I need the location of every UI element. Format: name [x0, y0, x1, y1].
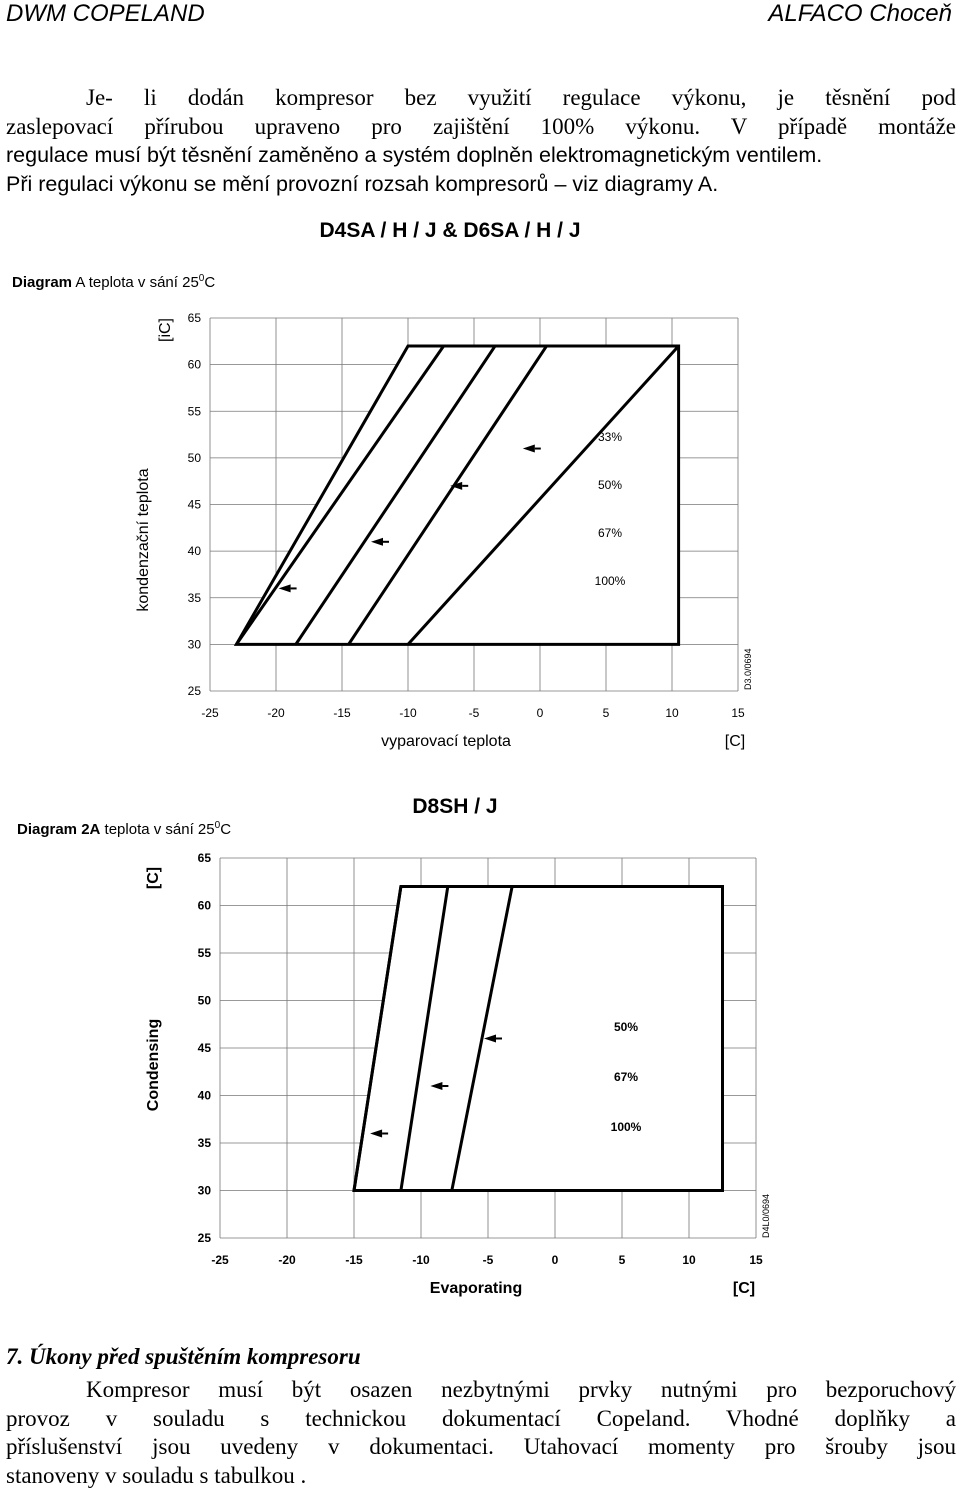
intro-line-1: Je- li dodán kompresor bez využití regulace výkonu, je těsnění pod	[86, 85, 956, 110]
capacity-label: 33%	[597, 430, 623, 444]
y-tick-label: 35	[187, 590, 201, 605]
section-7-line-4: stanoveny v souladu s tabulkou .	[6, 1462, 307, 1488]
x-tick-label: -10	[399, 706, 417, 720]
chart-title: D8SH / J	[412, 795, 498, 818]
intro-line-4: Při regulaci výkonu se mění provozní rozsah kompresorů – viz diagramy A.	[6, 171, 719, 196]
x-tick-label: -10	[412, 1253, 430, 1267]
figure-code: D3.0/0694	[743, 648, 753, 690]
y-tick-label: 60	[187, 357, 201, 372]
x-axis-label: vyparovací teplota	[381, 733, 511, 750]
capacity-label: 100%	[594, 574, 626, 588]
diagram-a-chart	[0, 210, 960, 770]
x-tick-label: 15	[731, 706, 745, 720]
section-7-paragraph	[6, 1376, 956, 1490]
y-tick-label: 50	[197, 993, 211, 1008]
y-tick-label: 65	[187, 311, 201, 325]
x-tick-label: 5	[618, 1253, 626, 1267]
x-tick-label: 15	[749, 1253, 763, 1267]
capacity-label: 50%	[613, 1020, 639, 1034]
header-company-right: ALFACO Choceň	[768, 0, 952, 27]
operating-envelope	[236, 346, 678, 644]
figure-code: D4L0/0694	[761, 1193, 771, 1238]
y-tick-label: 55	[197, 946, 211, 960]
chart-subtitle: Diagram 2A teplota v sání $25^0C$	[17, 820, 232, 838]
y-tick-label: 25	[197, 1231, 211, 1245]
diagram-2a-chart	[0, 785, 960, 1315]
y-tick-label: 55	[187, 404, 201, 419]
chart-title: D4SA / H / J & D6SA / H / J	[319, 219, 581, 242]
x-axis-label: Evaporating	[429, 1280, 523, 1297]
x-axis-unit: [C]	[732, 1280, 756, 1297]
x-tick-label: -25	[201, 706, 219, 720]
section-7-line-3: příslušenství jsou uvedeny v dokumentaci. Utahovací momenty pro šrouby jsou	[6, 1434, 956, 1459]
capacity-label: 100%	[610, 1120, 642, 1134]
y-axis-label: Condensing	[145, 1018, 162, 1112]
y-tick-label: 30	[187, 637, 201, 652]
capacity-label: 67%	[613, 1070, 639, 1084]
x-tick-label: 10	[665, 706, 679, 720]
section-7-line-2: provoz v souladu s technickou dokumentací Copeland. Vhodné doplňky a	[6, 1405, 956, 1431]
y-tick-label: 35	[197, 1136, 211, 1150]
x-tick-label: -5	[468, 706, 480, 720]
capacity-label: 67%	[597, 526, 623, 540]
section-7-heading: 7. Úkony před spuštěním kompresoru	[6, 1344, 361, 1369]
intro-line-3: regulace musí být těsnění zaměněno a systém doplněn elektromagnetickým ventilem.	[6, 143, 823, 167]
x-tick-label: -5	[482, 1253, 494, 1267]
y-tick-label: 65	[197, 851, 211, 865]
x-tick-label: 10	[682, 1253, 696, 1267]
y-axis-label: kondenzační teplota	[135, 468, 152, 612]
x-tick-label: 0	[551, 1253, 559, 1267]
x-tick-label: -25	[211, 1253, 229, 1267]
y-axis-unit: [iC]	[157, 318, 174, 342]
x-tick-label: -20	[278, 1253, 296, 1267]
y-tick-label: 25	[187, 684, 201, 698]
y-tick-label: 45	[197, 1041, 211, 1055]
intro-line-2: zaslepovací přírubou upraveno pro zajištění 100% výkonu. V případě montáže	[6, 113, 956, 139]
x-axis-unit: [C]	[724, 733, 746, 750]
x-tick-label: 5	[602, 706, 610, 720]
y-tick-label: 60	[197, 898, 211, 913]
x-tick-label: 0	[536, 706, 544, 720]
y-tick-label: 50	[187, 450, 201, 465]
x-tick-label: -20	[267, 706, 285, 720]
capacity-label: 50%	[597, 478, 623, 492]
y-axis-unit: [C]	[145, 866, 162, 890]
x-tick-label: -15	[345, 1253, 363, 1267]
header-company-left: DWM COPELAND	[6, 0, 205, 27]
y-tick-label: 45	[187, 497, 201, 512]
chart-subtitle: Diagram A teplota v sání $25^0C$	[12, 273, 216, 291]
intro-paragraph	[6, 84, 956, 198]
y-tick-label: 30	[197, 1183, 211, 1198]
section-7-line-1: Kompresor musí být osazen nezbytnými prvky nutnými pro bezporuchový	[86, 1377, 956, 1402]
y-tick-label: 40	[197, 1088, 211, 1103]
x-tick-label: -15	[333, 706, 351, 720]
y-tick-label: 40	[187, 544, 201, 559]
